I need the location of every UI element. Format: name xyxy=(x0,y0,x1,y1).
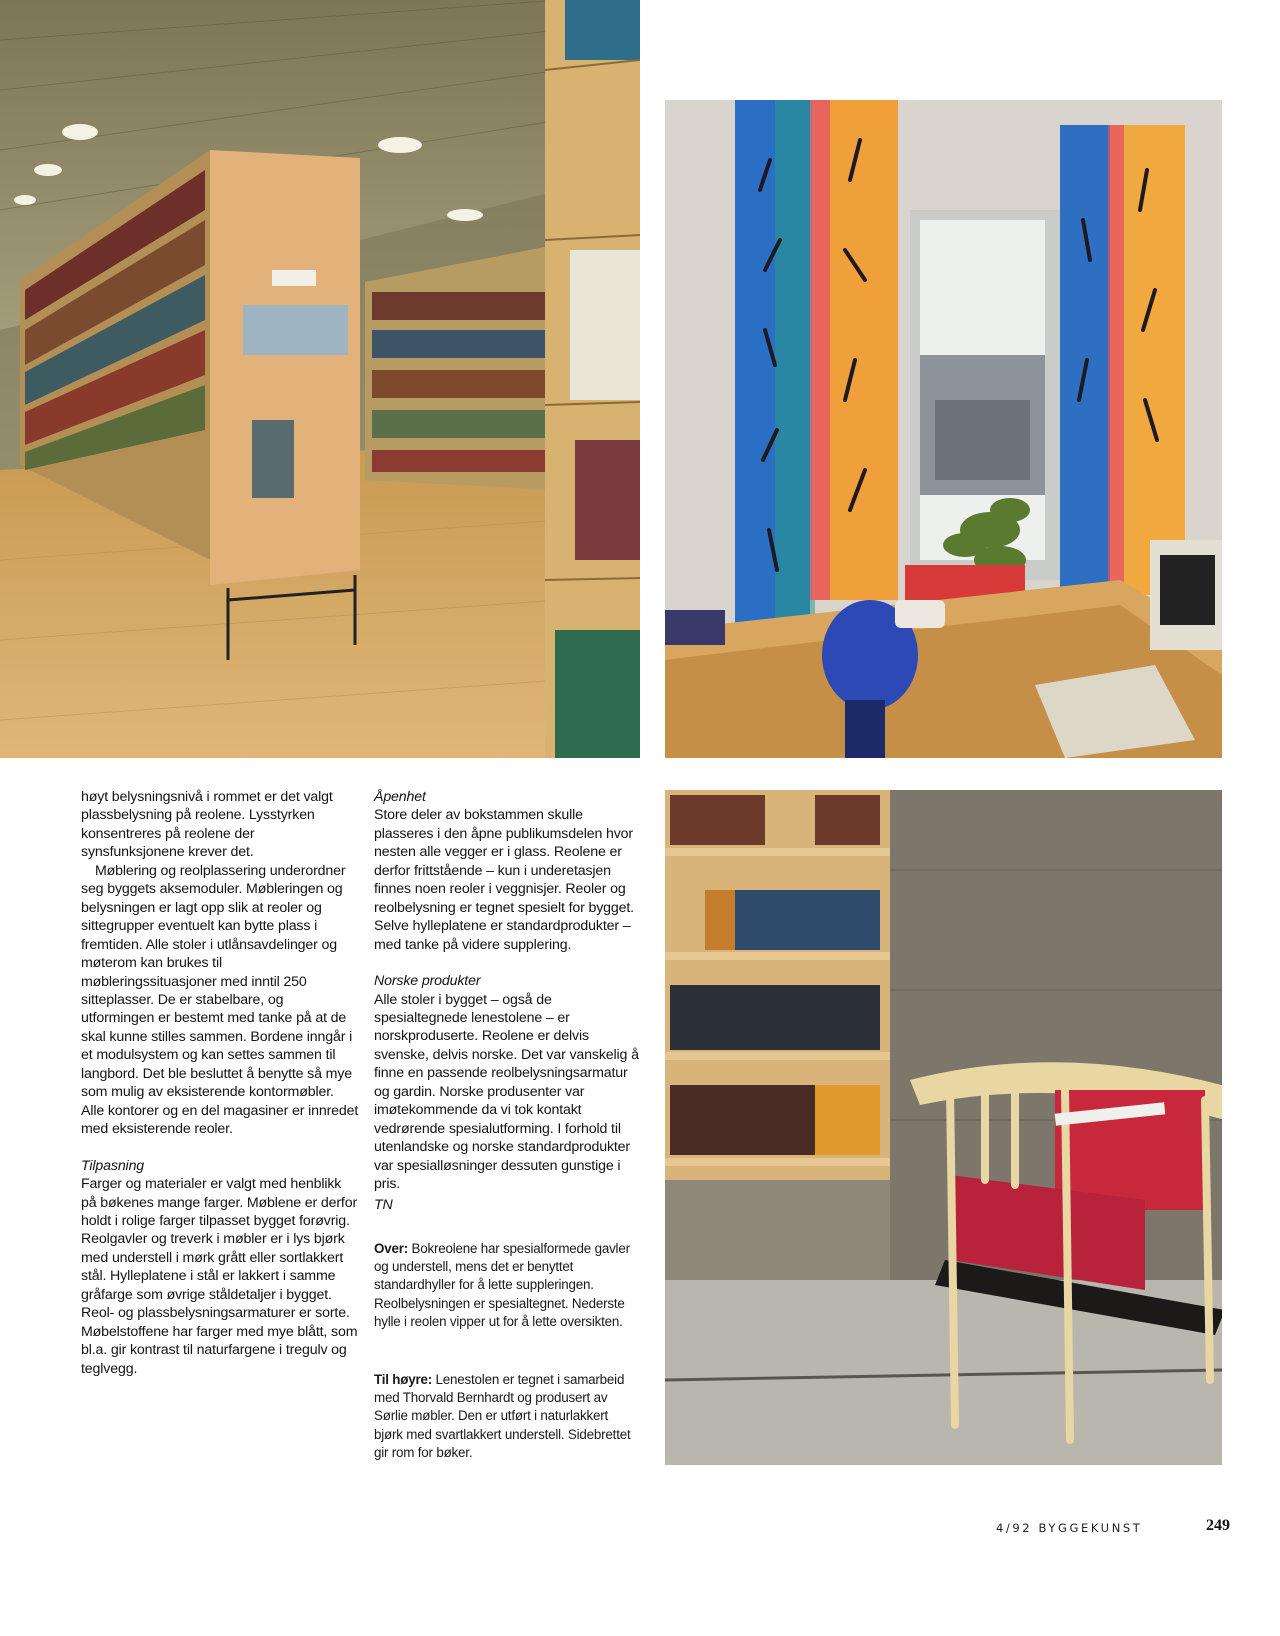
paragraph: høyt belysningsnivå i rommet er det valgt plassbelysning på reolene. Lysstyrken konsentreres på reolene der synsfunksjonene krever det. xyxy=(81,789,333,861)
chair-photo-illustration xyxy=(665,790,1222,1465)
subheading-apenhet: Åpenhet xyxy=(374,789,426,805)
caption-text: Bokreolene har spesialformede gavler og understell, mens det er benyttet standardhyller for å lette suppleringen. Reolbelysningen er spesialtegnet. Nederste hylle i reolen vipper ut for å lette oversikten. xyxy=(374,1241,630,1329)
window-photo xyxy=(665,100,1222,758)
chair-photo xyxy=(665,790,1222,1465)
paragraph: Alle stoler i bygget – også de spesialtegnede lenestolene – er norskproduserte. Reolene er delvis svenske, delvis norske. Det var vanskelig å finne en passende reolbelysningsarmatur og gardin. Norske produsenter var imøtekommende da vi tok kontakt vedrørende spesialutforming. I forhold til utenlandske og norske standardprodukter var spesialløsninger dessuten gunstige i pris. xyxy=(374,991,639,1193)
library-photo xyxy=(0,0,640,758)
window-photo-illustration xyxy=(665,100,1222,758)
paragraph: Farger og materialer er valgt med henblikk på bøkenes mange farger. Møblene er derfor holdt i rolige farger tilpasset bygget forøvrig. Reolgavler og treverk i møbler er i lys bjørk med understell i mørk grått eller sortlakkert stål. Hylleplatene i stål er lakkert i samme gråfarge som øvrige ståldetaljer i bygget. Reol- og plassbelysningsarmaturer er sorte. Møbelstoffene har farger med mye blått, som bl.a. gir kontrast til naturfargene i tregulv og teglvegg. xyxy=(81,1176,358,1377)
caption-right xyxy=(374,1371,640,1462)
subheading-tilpasning: Tilpasning xyxy=(81,1157,145,1174)
caption-text: Lenestolen er tegnet i samarbeid med Thorvald Bernhardt og produsert av Sørlie møbler. Den er utført i naturlakkert bjørk med svartlakkert understell. Sidebrettet gir rom for bøker. xyxy=(374,1372,631,1460)
library-photo-illustration xyxy=(0,0,640,758)
article-column-middle xyxy=(374,788,640,1214)
author-signature: TN xyxy=(374,1196,393,1213)
page-number: 249 xyxy=(1206,1517,1230,1534)
page-footer xyxy=(0,1517,1280,1541)
article-column-left xyxy=(81,788,359,1378)
paragraph: Store deler av bokstammen skulle plasseres i den åpne publikumsdelen hvor nesten alle vegger er i glass. Reolene er derfor frittstående – kun i underetasjen finnes noen reoler i veggnisjer. Reoler og reolbelysning er tegnet spesielt for bygget. Selve hylleplatene er standardprodukter – med tanke på videre supplering. xyxy=(374,807,634,953)
caption-label: Til høyre: xyxy=(374,1372,433,1387)
footer-issue: 4/92 BYGGEKUNST xyxy=(996,1521,1143,1535)
subheading-norske-produkter: Norske produkter xyxy=(374,973,481,990)
caption-over xyxy=(374,1240,640,1331)
caption-label: Over: xyxy=(374,1241,408,1256)
paragraph: Møblering og reolplassering underordner seg byggets aksemoduler. Møbleringen og belysningen er lagt opp slik at reoler og sittegrupper eventuelt kan bytte plass i fremtiden. Alle stoler i utlånsavdelinger og møterom kan brukes til møbleringssituasjoner med inntil 250 sitteplasser. De er stabelbare, og utformingen er bestemt med tanke på at de skal kunne stilles sammen. Bordene inngår i et modulsystem og kan settes sammen til langbord. Det ble besluttet å benytte så mye som mulig av eksisterende kontormøbler. Alle kontorer og en del magasiner er innredet med eksisterende reoler. xyxy=(81,862,359,1138)
